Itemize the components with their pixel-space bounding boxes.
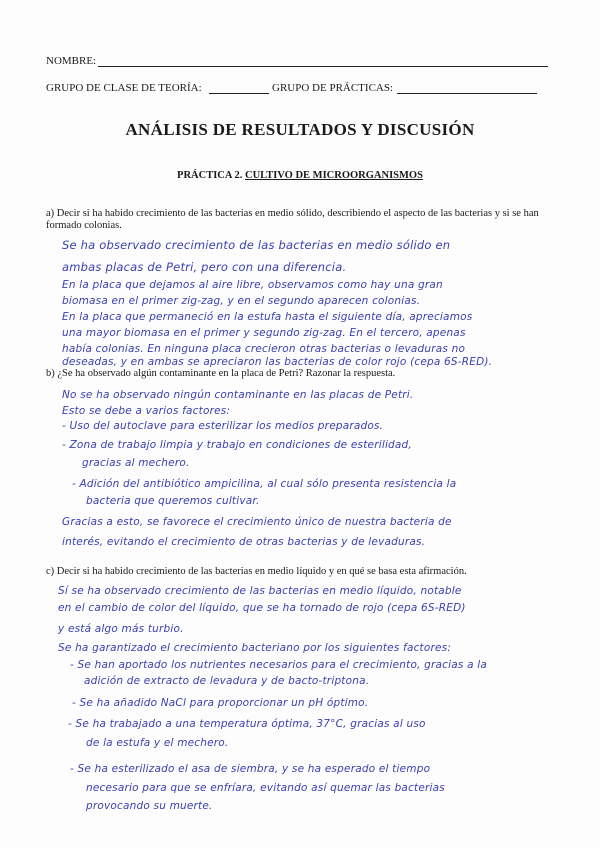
answer-b-line: gracias al mechero.: [82, 457, 190, 469]
question-c: c) Decir si ha habido crecimiento de las bacterias en medio líquido y en qué se basa esta afirmación.: [46, 566, 467, 577]
practice-subtitle: [0, 170, 600, 181]
page-title: ANÁLISIS DE RESULTADOS Y DISCUSIÓN: [125, 120, 475, 139]
grupo-teoria-label: GRUPO DE CLASE DE TEORÍA:: [46, 82, 202, 94]
answer-a-line: ambas placas de Petri, pero con una diferencia.: [62, 260, 347, 274]
answer-c-line: provocando su muerte.: [86, 800, 213, 812]
answer-a-line: deseadas, y en ambas se apreciaron las bacterias de color rojo (cepa 6S-RED).: [62, 356, 493, 368]
answer-b-line: interés, evitando el crecimiento de otras bacterias y de levaduras.: [62, 536, 426, 548]
answer-a-line: Se ha observado crecimiento de las bacterias en medio sólido en: [62, 238, 451, 252]
answer-b-line: - Uso del autoclave para esterilizar los medios preparados.: [62, 420, 384, 432]
answer-b-line: bacteria que queremos cultivar.: [86, 495, 260, 507]
answer-c-line: - Se han aportado los nutrientes necesarios para el crecimiento, gracias a la: [70, 659, 488, 671]
answer-c-line: adición de extracto de levadura y de bacto-triptona.: [84, 675, 370, 687]
answer-a-line: una mayor biomasa en el primer y segundo zig-zag. En el tercero, apenas: [62, 327, 466, 339]
answer-b-line: No se ha observado ningún contaminante en las placas de Petri.: [62, 389, 414, 401]
answer-c-line: necesario para que se enfríara, evitando así quemar las bacterias: [86, 782, 445, 794]
answer-a-line: biomasa en el primer zig-zag, y en el segundo aparecen colonias.: [62, 295, 421, 307]
grupo-teoria-line[interactable]: [209, 93, 269, 94]
answer-b-line: Gracias a esto, se favorece el crecimiento único de nuestra bacteria de: [62, 516, 452, 528]
answer-c-line: - Se ha trabajado a una temperatura óptima, 37°C, gracias al uso: [68, 718, 426, 730]
question-b: b) ¿Se ha observado algún contaminante en la placa de Petri? Razonar la respuesta.: [46, 368, 396, 379]
answer-c-line: - Se ha añadido NaCl para proporcionar un pH óptimo.: [72, 697, 369, 709]
subtitle-underlined: CULTIVO DE MICROORGANISMOS: [245, 170, 423, 181]
answer-c-line: Sí se ha observado crecimiento de las bacterias en medio líquido, notable: [58, 585, 462, 597]
answer-b-line: - Zona de trabajo limpia y trabajo en condiciones de esterilidad,: [62, 439, 412, 451]
subtitle-prefix: PRÁCTICA 2.: [177, 170, 246, 181]
nombre-label: NOMBRE:: [46, 55, 97, 67]
nombre-line[interactable]: [98, 66, 548, 67]
answer-c-line: y está algo más turbio.: [58, 623, 184, 635]
answer-a-line: En la placa que permaneció en la estufa hasta el siguiente día, apreciamos: [62, 311, 473, 323]
grupo-practicas-line[interactable]: [397, 93, 537, 94]
answer-b-line: Esto se debe a varios factores:: [62, 405, 231, 417]
answer-a-line: En la placa que dejamos al aire libre, observamos como hay una gran: [62, 279, 443, 291]
answer-c-line: de la estufa y el mechero.: [86, 737, 229, 749]
answer-c-line: - Se ha esterilizado el asa de siembra, y se ha esperado el tiempo: [70, 763, 431, 775]
grupo-practicas-label: GRUPO DE PRÁCTICAS:: [272, 82, 394, 94]
answer-c-line: Se ha garantizado el crecimiento bacteriano por los siguientes factores:: [58, 642, 452, 654]
answer-a-line: había colonias. En ninguna placa crecieron otras bacterias o levaduras no: [62, 343, 466, 355]
answer-b-line: - Adición del antibiótico ampicilina, al cual sólo presenta resistencia la: [72, 478, 457, 490]
answer-c-line: en el cambio de color del líquido, que se ha tornado de rojo (cepa 6S-RED): [58, 602, 466, 614]
question-a: a) Decir si ha habido crecimiento de las bacterias en medio sólido, describiendo el aspecto de las bacterias y si se han formado colonias.: [46, 208, 539, 231]
